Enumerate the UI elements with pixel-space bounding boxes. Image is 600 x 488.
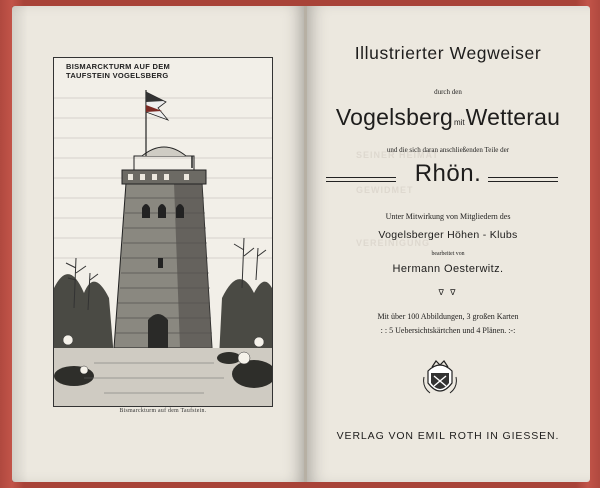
maps-note: : : 5 Uebersichtskärtchen und 4 Plänen. :-: (380, 326, 516, 335)
open-book: BISMARCKTURM AUF DEM TAUFSTEIN VOGELSBERG Bismarckturm auf dem Taufstein. SEINER HEIMAT GEWIDMET VEREINIGUNG Illustrierter Wegweiser durch den VogelsbergmitWetterau und die sich daran anschließenden Teile der Rhön. Unter Mitwirkung von Mitgliedern des Vogelsberger Höhen - Klubs bearbeitet von Hermann Oesterwitz. ∇ ∇ Mit über 100 Abbildungen, 3 großen Karten : : 5 Uebersichtskärtchen und 4 Plänen. :-: VERLAG VON EMIL ROTH IN GIESSEN. (0, 0, 600, 488)
plate-title-line-2: TAUFSTEIN VOGELSBERG (66, 71, 169, 80)
plate-title (66, 62, 186, 80)
region-wetterau: Wetterau (465, 104, 561, 130)
edited-by: bearbeitet von (431, 251, 465, 257)
region-rhon: Rhön. (414, 160, 482, 187)
club-name: Vogelsberger Höhen - Klubs (378, 229, 518, 241)
publisher: VERLAG VON EMIL ROTH IN GIESSEN. (336, 430, 560, 442)
region-vogelsberg: Vogelsberg (335, 104, 453, 130)
contributors-line: Unter Mitwirkung von Mitgliedern des (385, 212, 511, 221)
author-name: Hermann Oesterwitz. (392, 263, 504, 275)
subtitle-und: und die sich daran anschließenden Teile der (386, 146, 510, 154)
region-heading (306, 104, 590, 131)
book-gutter (304, 6, 307, 482)
tower-drawing (54, 58, 272, 406)
ornament: ∇ ∇ (438, 288, 458, 297)
illustrations-note: Mit über 100 Abbildungen, 3 großen Karten (377, 312, 519, 321)
publisher-emblem-icon (420, 357, 460, 401)
region-mit: mit (453, 118, 465, 127)
title: Illustrierter Wegweiser (354, 43, 542, 63)
illustration-caption: Bismarckturm auf dem Taufstein. (119, 408, 207, 414)
plate-title-line-1: BISMARCKTURM AUF DEM (66, 62, 171, 71)
bismarck-tower-illustration (53, 57, 273, 407)
subtitle-durch: durch den (434, 88, 462, 96)
